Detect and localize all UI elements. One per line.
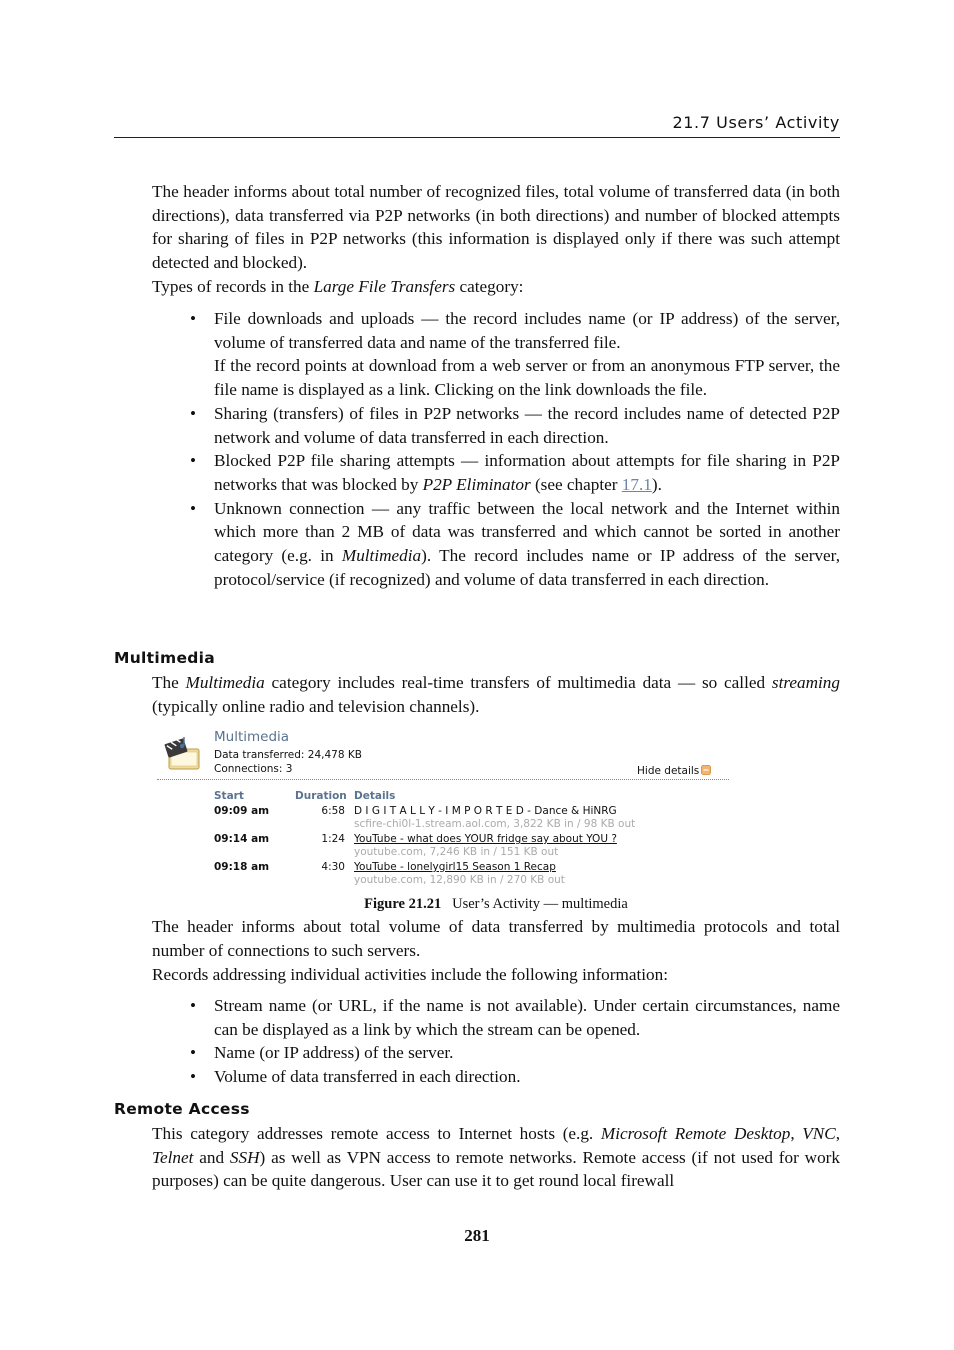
connections-label: Connections: 3 <box>214 763 293 775</box>
row-duration: 6:58 <box>321 805 345 817</box>
list-item-text: Name (or IP address) of the server. <box>214 1043 454 1063</box>
types-em: Large File Transfers <box>313 277 456 296</box>
running-header: 21.7 Users’ Activity <box>672 113 840 132</box>
header-rule <box>114 137 840 138</box>
text-run: This category addresses remote access to Internet hosts (e.g. <box>152 1124 601 1143</box>
row-start-time: 09:14 am <box>214 833 270 845</box>
row-server-info: youtube.com, 12,890 KB in / 270 KB out <box>354 874 565 886</box>
page-number: 281 <box>464 1226 490 1245</box>
list-item <box>152 307 840 402</box>
text-em: Multimedia <box>185 673 265 692</box>
list-item <box>152 402 840 449</box>
text-em: Microsoft Remote Desktop <box>600 1124 791 1143</box>
types-prefix: Types of records in the <box>152 277 314 296</box>
figure-caption-text: User’s Activity — multimedia <box>452 896 628 912</box>
list-item-text: Unknown connection — any traffic between the local network and the Internet within which more than 2 MB of data was transferred and which cannot be sorted in another category (e.g. in <box>214 498 840 566</box>
clapperboard-icon <box>162 733 202 773</box>
figure-label: Figure 21.21 <box>364 896 442 912</box>
list-item <box>152 1041 840 1065</box>
text-run: and <box>193 1147 230 1167</box>
text-em: Telnet <box>152 1147 194 1167</box>
figure-multimedia-widget <box>155 727 731 892</box>
text-run: ) as well as VPN access to remote networks. Remote access (if not used for work purposes) can be quite dangerous. User can use it to get round local firewall <box>152 1147 840 1191</box>
collapse-icon[interactable] <box>701 765 711 775</box>
list-item-text: Sharing (transfers) of files in P2P networks — the record includes name of detected P2P network and volume of data transferred in each direction. <box>214 403 840 447</box>
row-duration: 4:30 <box>321 861 345 873</box>
text-run: (typically online radio and television channels). <box>152 696 480 716</box>
row-server-info: youtube.com, 7,246 KB in / 151 KB out <box>354 846 559 858</box>
list-item-text: File downloads and uploads — the record includes name (or IP address) of the server, volume of transferred data and name of the transferred file. <box>214 309 840 352</box>
section-heading-remote-access: Remote Access <box>114 1100 250 1118</box>
list-item-subtext: If the record points at download from a web server or from an anonymous FTP server, the file name is displayed as a link. Clicking on the link downloads the file. <box>214 356 840 400</box>
figure-caption <box>152 896 840 913</box>
large-file-list <box>152 307 840 591</box>
text-em: VNC <box>802 1124 836 1143</box>
hide-details-link[interactable]: Hide details <box>637 765 700 777</box>
records-intro: Records addressing individual activities include the following information: <box>152 965 668 984</box>
text-run: The <box>152 673 186 692</box>
column-header-details: Details <box>354 790 396 802</box>
section-heading-multimedia: Multimedia <box>114 649 216 667</box>
types-suffix: category: <box>455 277 524 296</box>
list-item <box>152 449 840 496</box>
list-item-text: Stream name (or URL, if the name is not available). Under certain circumstances, name can be displayed as a link by which the stream can be opened. <box>214 996 840 1039</box>
text-em: streaming <box>771 673 840 692</box>
column-header-duration: Duration <box>295 790 347 802</box>
remote-access-paragraph <box>152 1122 840 1193</box>
records-list <box>152 994 840 1089</box>
chapter-link[interactable]: 17.1 <box>621 474 652 494</box>
intro-paragraph: The header informs about total number of recognized files, total volume of transferred data (in both directions), data transferred via P2P networks (in both directions) and number of blocked attempts for sharing of files in P2P networks (this information is displayed only if there was such attempt detected and blocked). <box>152 182 840 273</box>
text-run: , <box>835 1124 841 1143</box>
types-line <box>152 275 840 299</box>
list-item-text: ). <box>651 474 662 494</box>
list-item-text: ). The record includes name or IP address of the server, protocol/service (if recognized) and volume of data transferred in each direction. <box>214 546 840 589</box>
row-start-time: 09:09 am <box>214 805 270 817</box>
row-stream-link[interactable]: YouTube - lonelygirl15 Season 1 Recap <box>354 861 556 873</box>
widget-title: Multimedia <box>214 729 290 745</box>
row-stream-name: D I G I T A L L Y - I M P O R T E D - Dance & HiNRG <box>354 805 617 817</box>
text-em: SSH <box>229 1147 260 1167</box>
row-stream-link[interactable]: YouTube - what does YOUR fridge say about YOU ? <box>354 833 617 845</box>
list-item-text: (see chapter <box>530 474 622 494</box>
row-start-time: 09:18 am <box>214 861 270 873</box>
p2p-eliminator-em: P2P Eliminator <box>422 474 531 494</box>
list-item <box>152 1065 840 1089</box>
multimedia-paragraph <box>152 671 840 718</box>
text-run: category includes real-time transfers of multimedia data — so called <box>264 673 772 692</box>
row-duration: 1:24 <box>321 833 345 845</box>
list-item-text: Volume of data transferred in each direction. <box>214 1067 521 1087</box>
multimedia-em: Multimedia <box>341 546 422 566</box>
data-transferred-label: Data transferred: 24,478 KB <box>214 749 362 761</box>
row-server-info: scfire-chi0l-1.stream.aol.com, 3,822 KB in / 98 KB out <box>354 818 636 830</box>
column-header-start: Start <box>214 790 244 802</box>
list-item <box>152 497 840 592</box>
list-item <box>152 994 840 1041</box>
text-run: , <box>790 1124 803 1143</box>
widget-separator <box>157 779 729 780</box>
list-item-text: Blocked P2P file sharing attempts — information about attempts for file sharing in P2P networks that was blocked by <box>214 451 840 494</box>
after-figure-paragraph: The header informs about total volume of data transferred by multimedia protocols and total number of connections to such servers. <box>152 917 840 960</box>
